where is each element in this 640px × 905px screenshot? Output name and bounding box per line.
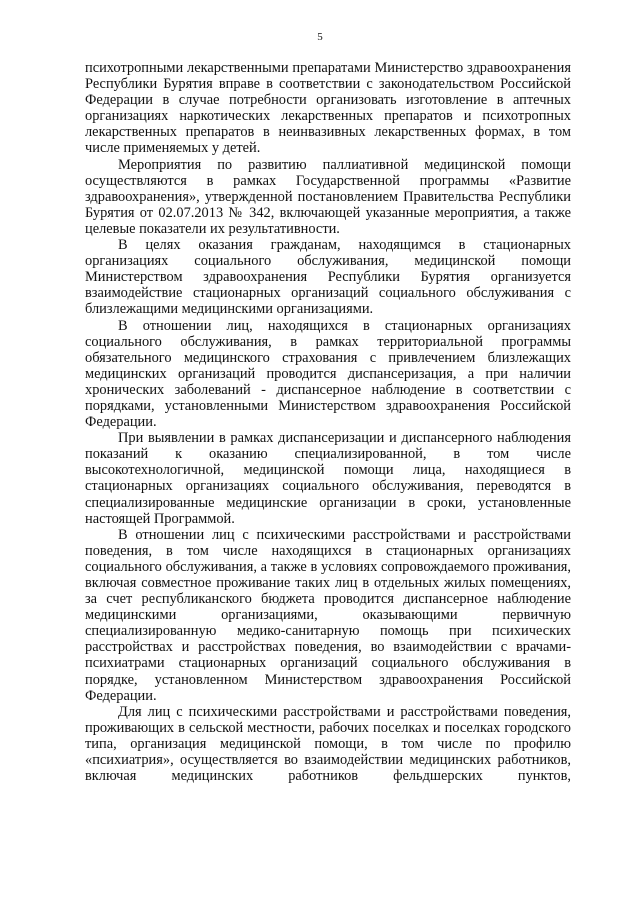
paragraph-social-organizations-care: В целях оказания гражданам, находящимся в стационарных организациях социального обслуживания, медицинской помощи Министерством здравоохранения Республики Бурятия организуется взаимодействие стационарных организаций социального обслуживания с близлежащими медицинскими организациями. xyxy=(85,237,571,318)
paragraph-continuation: психотропными лекарственными препаратами Министерство здравоохранения Республики Бурятия вправе в соответствии с законодательством Российской Федерации в случае потребности организовать изготовление в аптечных организациях наркотических лекарственных препаратов и психотропных лекарственных препаратов в неинвазивных лекарственных формах, в том числе применяемых у детей. xyxy=(85,60,571,157)
paragraph-specialized-care-transfer: При выявлении в рамках диспансеризации и диспансерного наблюдения показаний к оказанию специализированной, в том числе высокотехнологичной, медицинской помощи лица, находящиеся в стационарных организациях социального обслуживания, переводятся в специализированные медицинские организации в сроки, установленные настоящей Программой. xyxy=(85,430,571,527)
paragraph-mental-disorders-observation: В отношении лиц с психическими расстройствами и расстройствами поведения, в том числе находящихся в стационарных организациях социального обслуживания, а также в условиях сопровождаемого проживания, включая совместное проживание таких лиц в отдельных жилых помещениях, за счет республиканского бюджета проводится диспансерное наблюдение медицинскими организациями, оказывающими первичную специализированную медико-санитарную помощь при психических расстройствах и расстройствах поведения, во взаимодействии с врачами-психиатрами стационарных организаций социального обслуживания в порядке, установленном Министерством здравоохранения Российской Федерации. xyxy=(85,526,571,704)
paragraph-dispensarization: В отношении лиц, находящихся в стационарных организациях социального обслуживания, в рамках территориальной программы обязательного медицинского страхования с привлечением близлежащих медицинских организаций проводится диспансеризация, а при наличии хронических заболеваний - диспансерное наблюдение в соответствии с порядками, установленными Министерством здравоохранения Российской Федерации. xyxy=(85,317,571,431)
paragraph-palliative-measures: Мероприятия по развитию паллиативной медицинской помощи осуществляются в рамках Государственной программы «Развитие здравоохранения», утвержденной постановлением Правительства Республики Бурятия от 02.07.2013 № 342, включающей указанные мероприятия, а также целевые показатели их результативности. xyxy=(85,156,571,237)
document-body xyxy=(85,60,571,784)
page-number: 5 xyxy=(317,31,323,43)
paragraph-rural-psychiatric-care: Для лиц с психическими расстройствами и расстройствами поведения, проживающих в сельской местности, рабочих поселках и поселках городского типа, организация медицинской помощи, в том числе по профилю «психиатрия», осуществляется во взаимодействии медицинских работников, включая медицинских работников фельдшерских пунктов, xyxy=(85,703,571,785)
